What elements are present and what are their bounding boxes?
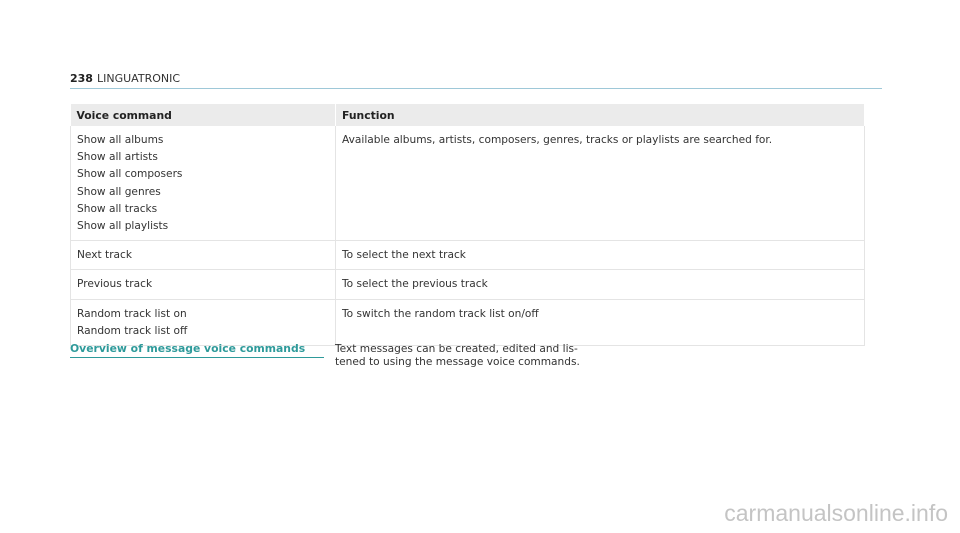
table-header-row bbox=[71, 104, 865, 126]
voice-command: Previous track bbox=[77, 278, 153, 291]
function-cell: Available albums, artists, composers, genres, tracks or playlists are searched for. bbox=[336, 126, 865, 241]
voice-command-cell bbox=[71, 241, 336, 270]
voice-command: Next track bbox=[77, 249, 133, 262]
voice-command: Show all genres bbox=[77, 185, 161, 198]
voice-command-table bbox=[70, 104, 865, 346]
overview-text bbox=[335, 343, 595, 369]
voice-command-cell bbox=[71, 299, 336, 345]
watermark: carmanualsonline.info bbox=[724, 500, 948, 526]
column-header-function: Function bbox=[336, 104, 865, 126]
voice-command: Show all composers bbox=[77, 168, 183, 181]
function-cell: To select the previous track bbox=[336, 270, 865, 299]
column-header-voice-command: Voice command bbox=[71, 104, 336, 126]
section-title: LINGUATRONIC bbox=[97, 72, 181, 85]
page-header bbox=[70, 72, 882, 89]
overview-text-line: Text messages can be created, edited and lis- bbox=[335, 343, 578, 355]
table-row bbox=[71, 241, 865, 270]
table-row bbox=[71, 270, 865, 299]
voice-command-cell bbox=[71, 126, 336, 241]
function-cell: To select the next track bbox=[336, 241, 865, 270]
voice-command: Show all albums bbox=[77, 134, 164, 146]
table-row bbox=[71, 299, 865, 345]
page-number: 238 bbox=[70, 72, 93, 85]
voice-command: Random track list off bbox=[77, 324, 188, 337]
voice-command: Show all playlists bbox=[77, 220, 169, 233]
voice-command: Show all tracks bbox=[77, 202, 158, 215]
voice-command-cell bbox=[71, 270, 336, 299]
overview-text-line: tened to using the message voice commands. bbox=[335, 356, 580, 368]
overview-heading: Overview of message voice commands bbox=[70, 342, 324, 358]
voice-command: Show all artists bbox=[77, 151, 158, 164]
function-cell: To switch the random track list on/off bbox=[336, 299, 865, 345]
table-row bbox=[71, 126, 865, 241]
voice-command: Random track list on bbox=[77, 307, 187, 320]
